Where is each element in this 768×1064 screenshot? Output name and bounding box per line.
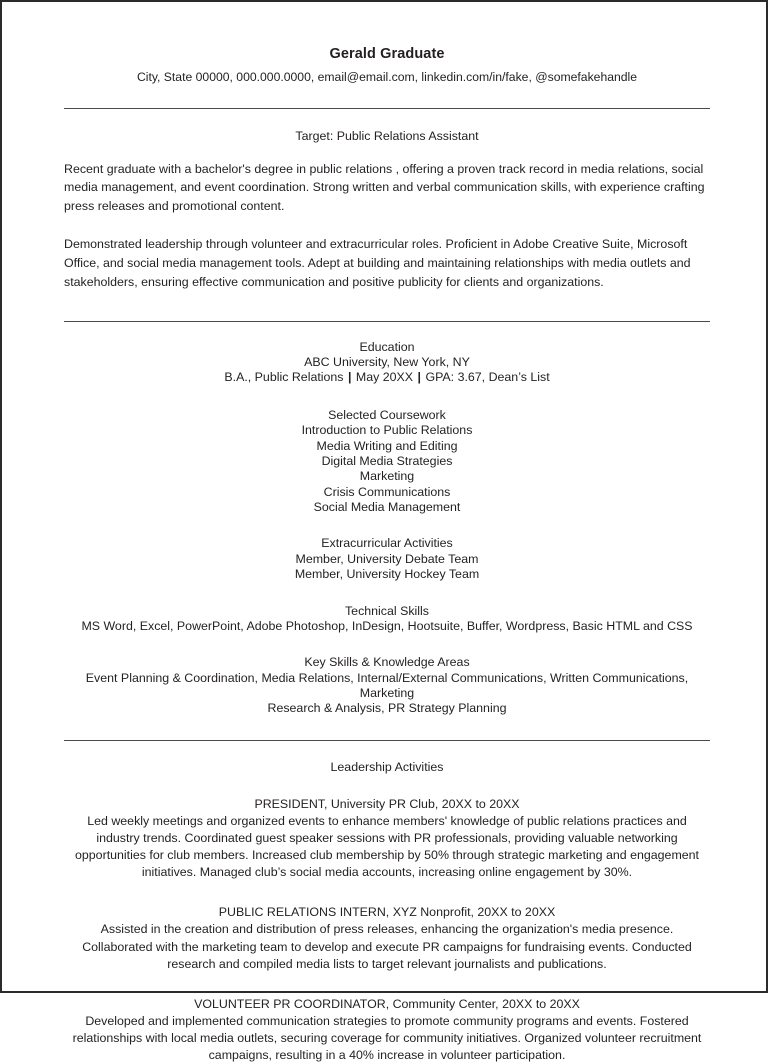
key-skills-line: Event Planning & Coordination, Media Relations, Internal/External Communications, Written Communications, Marketing bbox=[85, 670, 689, 701]
candidate-name: Gerald Graduate bbox=[329, 46, 445, 62]
extracurricular-section bbox=[64, 536, 710, 582]
education-degree: B.A., Public Relations bbox=[224, 370, 344, 385]
extracurricular-item: Member, University Debate Team bbox=[295, 551, 479, 566]
role-title: PRESIDENT, University PR Club, 20XX to 20XX bbox=[254, 796, 520, 811]
extracurricular-heading: Extracurricular Activities bbox=[321, 536, 453, 551]
leadership-role bbox=[64, 796, 710, 882]
role-description: Developed and implemented communication strategies to promote community programs and events. Fostered relationships with local media outlets, securing coverage for community initiatives. Organized volunteer recruitment campaigns, resulting in a 40% increase in volunteer participation. bbox=[72, 1013, 702, 1063]
coursework-section bbox=[64, 408, 710, 516]
role-description: Assisted in the creation and distribution of press releases, enhancing the organization's media presence. Collaborated with the marketing team to develop and execute PR campaigns for fundraising events. Conducted research and compiled media lists to target relevant journalists and publications. bbox=[82, 922, 692, 971]
key-skills-section bbox=[64, 655, 710, 717]
coursework-item: Crisis Communications bbox=[323, 484, 451, 499]
coursework-item: Social Media Management bbox=[313, 500, 461, 515]
education-separator-1: | bbox=[347, 370, 352, 385]
leadership-role bbox=[64, 904, 710, 972]
target-line: Target: Public Relations Assistant bbox=[295, 128, 479, 143]
coursework-item: Media Writing and Editing bbox=[316, 438, 458, 453]
key-skills-line: Research & Analysis, PR Strategy Planning bbox=[267, 701, 507, 716]
divider-skills bbox=[64, 740, 710, 741]
leadership-heading: Leadership Activities bbox=[330, 759, 444, 774]
education-separator-2: | bbox=[417, 370, 421, 385]
education-heading: Education bbox=[359, 339, 415, 354]
summary-paragraph-1: Recent graduate with a bachelor's degree in public relations , offering a proven track record in media relations, social media management, and event coordination. Strong written and verbal communication skills, with experience crafting press releases and promotional content. bbox=[64, 161, 705, 214]
coursework-item: Marketing bbox=[359, 469, 415, 484]
summary-paragraph-2: Demonstrated leadership through volunteer and extracurricular roles. Proficient in Adobe Creative Suite, Microsoft Office, and social media management tools. Adept at building and maintaining relationships with media outlets and stakeholders, ensuring effective communication and positive publicity for clients and organizations. bbox=[64, 237, 691, 289]
role-description: Led weekly meetings and organized events to enhance members' knowledge of public relations practices and industry trends. Coordinated guest speaker sessions with PR professionals, providing valuable networking opportunities for club members. Increased club membership by 50% through strategic marketing and engagement initiatives. Managed club’s social media accounts, increasing online engagement by 30%. bbox=[75, 813, 699, 880]
leadership-role bbox=[64, 996, 710, 1064]
technical-skills-heading: Technical Skills bbox=[344, 603, 429, 618]
role-title: VOLUNTEER PR COORDINATOR, Community Center, 20XX to 20XX bbox=[194, 996, 580, 1011]
coursework-item: Digital Media Strategies bbox=[321, 453, 453, 468]
contact-line: City, State 00000, 000.000.0000, email@email.com, linkedin.com/in/fake, @somefakehandle bbox=[136, 69, 638, 84]
education-gpa: GPA: 3.67, Dean’s List bbox=[425, 370, 550, 385]
role-title: PUBLIC RELATIONS INTERN, XYZ Nonprofit, 20XX to 20XX bbox=[218, 905, 556, 920]
education-date: May 20XX bbox=[355, 370, 414, 385]
key-skills-heading: Key Skills & Knowledge Areas bbox=[304, 655, 470, 670]
education-section bbox=[64, 340, 710, 386]
extracurricular-item: Member, University Hockey Team bbox=[294, 567, 480, 582]
education-degree-line bbox=[64, 370, 710, 385]
resume-content bbox=[64, 2, 710, 1064]
divider-summary bbox=[64, 321, 710, 322]
education-school: ABC University, New York, NY bbox=[304, 355, 470, 370]
coursework-heading: Selected Coursework bbox=[328, 407, 446, 422]
technical-skills-list: MS Word, Excel, PowerPoint, Adobe Photoshop, InDesign, Hootsuite, Buffer, Wordpress, Basic HTML and CSS bbox=[81, 618, 693, 633]
technical-skills-section bbox=[64, 604, 710, 635]
divider-header bbox=[64, 108, 710, 109]
coursework-item: Introduction to Public Relations bbox=[301, 423, 473, 438]
